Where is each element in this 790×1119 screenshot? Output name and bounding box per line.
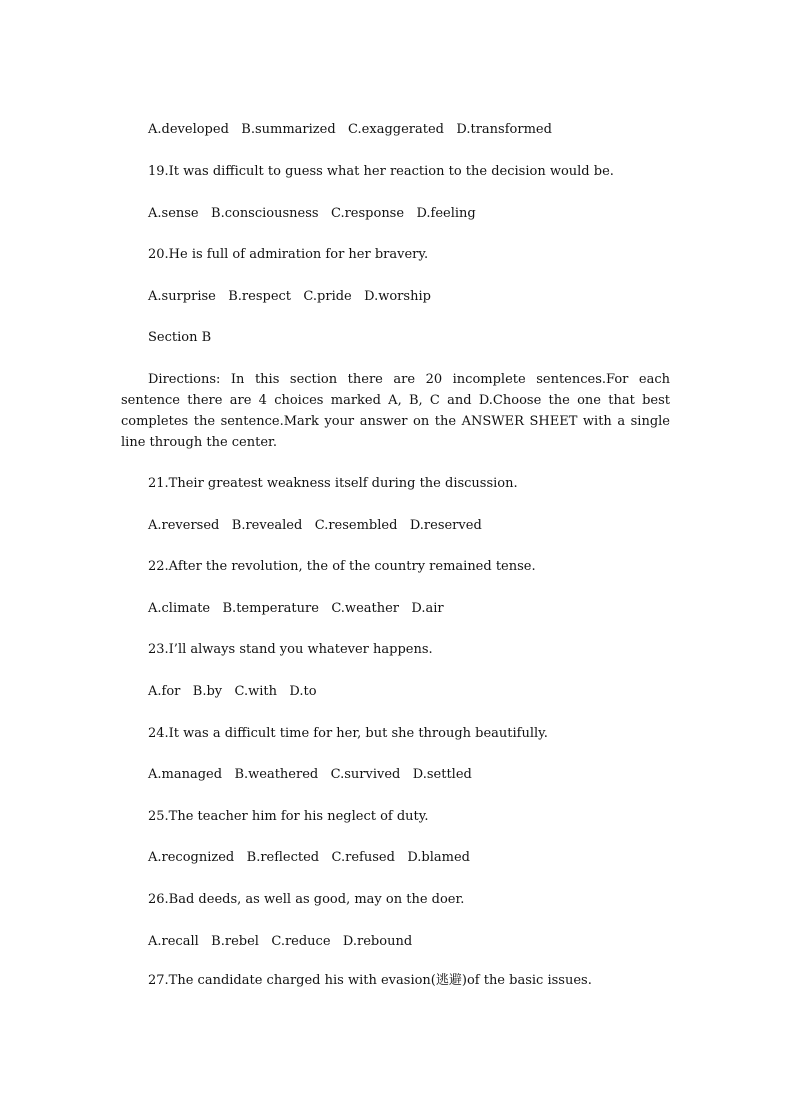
directions-text: Directions: In this section there are 20 incomplete sentences.For each sentence there are 4 choices marked A, B, C and D.Choose the one that best completes the sentence.Mark your answer on the ANSWER SHEET with a single line through the center. — [121, 372, 670, 450]
q22-question: 22.After the revolution, the of the country remained tense. — [148, 559, 536, 574]
q21-question: 21.Their greatest weakness itself during the discussion. — [148, 476, 518, 491]
q26-options: A.recall B.rebel C.reduce D.rebound — [148, 934, 413, 949]
q19-options: A.sense B.consciousness C.response D.feeling — [148, 206, 476, 221]
directions-paragraph — [121, 369, 670, 453]
q27-question: 27.The candidate charged his with evasion(逃避)of the basic issues. — [148, 973, 592, 988]
q20-options: A.surprise B.respect C.pride D.worship — [148, 289, 431, 304]
q23-options: A.for B.by C.with D.to — [148, 684, 317, 699]
q22-options: A.climate B.temperature C.weather D.air — [148, 601, 444, 616]
q19-question: 19.It was difficult to guess what her reaction to the decision would be. — [148, 164, 614, 179]
q25-question: 25.The teacher him for his neglect of duty. — [148, 809, 429, 824]
q24-options: A.managed B.weathered C.survived D.settled — [148, 767, 472, 782]
q23-question: 23.I’ll always stand you whatever happens. — [148, 642, 433, 657]
q25-options: A.recognized B.reflected C.refused D.blamed — [148, 850, 470, 865]
q20-question: 20.He is full of admiration for her bravery. — [148, 247, 429, 262]
section-heading: Section B — [148, 330, 212, 345]
q18-options: A.developed B.summarized C.exaggerated D.transformed — [148, 122, 552, 137]
q26-question: 26.Bad deeds, as well as good, may on the doer. — [148, 892, 465, 907]
q24-question: 24.It was a difficult time for her, but she through beautifully. — [148, 726, 548, 741]
q21-options: A.reversed B.revealed C.resembled D.reserved — [148, 518, 482, 533]
